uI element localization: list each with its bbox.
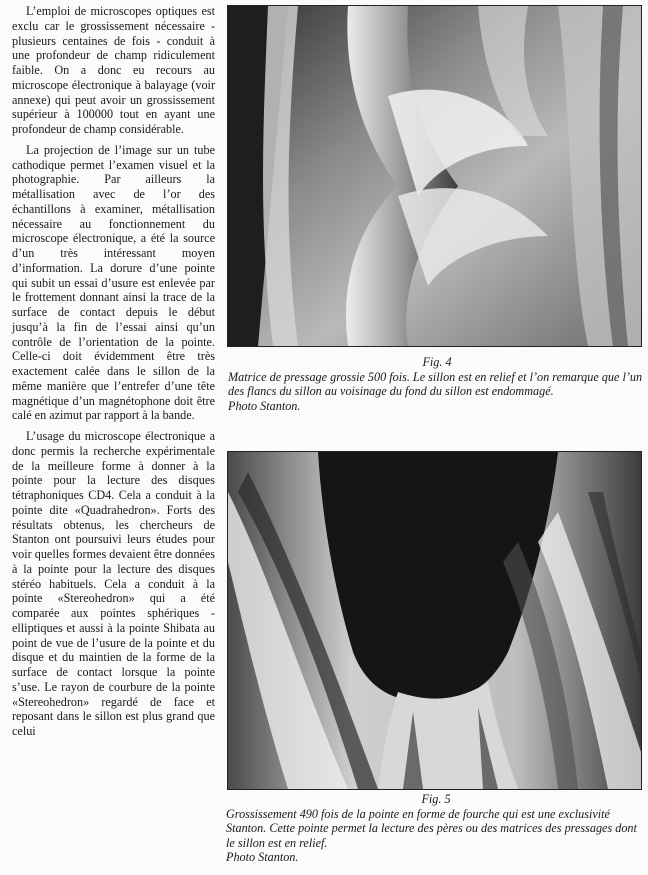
figure-4-photo [227,5,642,347]
stylus-micrograph [228,452,641,789]
figure-4-label: Fig. 4 [422,355,452,369]
figure-5-photo [227,451,642,790]
paragraph-2: La projection de l’image sur un tube cathodique permet l’examen visuel et la photographie. Par ailleurs la métallisation avec de l’or des échantillons à examiner, métallisation nécessaire au fonctionnement du microscope électronique, a été la source d’un très intéressant moyen d’information. La dorure d’une pointe qui subit un essai d’usure est enlevée par le frottement donnant ainsi la trace de la surface de contact depuis le début jusqu’à la fin de l’essai ainsi qu’un contrôle de l’orientation de la pointe. Celle-ci doit évidemment être très exactement calée dans le sillon de la même manière que l’entrefer d’une tête magnétique d’un magnétophone doit être calé en azimut par rapport à la bande. [12,142,215,423]
figure-4-caption: Matrice de pressage grossie 500 fois. Le sillon est en relief et l’on remarque que l’un des flancs du sillon au voisinage du fond du sillon est endommagé. [228,370,643,399]
paragraph-1: L’emploi de microscopes optiques est exclu car le grossissement nécessaire - plusieurs centaines de fois - conduit à une profondeur de champ ridiculement faible. On a donc eu recours au microscope électronique à balayage (voir annexe) qui peut avoir un grossissement supérieur à 100000 tout en ayant une profondeur de champ considérable. [12,4,215,136]
figure-4-credit: Photo Stanton. [228,398,301,413]
figure-5-caption-block [226,792,646,864]
article-text-column [12,4,215,745]
figure-5-label: Fig. 5 [421,792,451,806]
paragraph-3: L’usage du microscope électronique a donc permis la recherche expérimentale de la meilleure forme à donner à la pointe pour la lecture des disques tétraphoniques CD4. Cela a conduit à la pointe dite «Quadrahedron». Forts des résultats obtenus, les chercheurs de Stanton ont poursuivi leurs études pour voir quelles formes devaient être données à la pointe pour la lecture des disques stéréo habituels. Cela a conduit à la pointe «Stereohedron» qui a été comparée aux pointes sphériques - elliptiques et aussi à la pointe Shibata au point de vue de l’usure de la pointe et du disque et du maintien de la forme de la surface de contact lorsque la pointe s’use. Le rayon de courbure de la pointe «Stereohedron» regardé de face et reposant dans le sillon est plus grand que celui [12,429,215,738]
figure-4-caption-block [228,355,646,413]
pressing-matrix-micrograph [228,6,641,346]
figure-5-caption: Grossissement 490 fois de la pointe en forme de fourche qui est une exclusivité Stanton. Cette pointe permet la lecture des pères ou des matrices des pressages dont le sillon est en relief. [226,807,637,850]
figure-5-credit: Photo Stanton. [226,849,299,864]
